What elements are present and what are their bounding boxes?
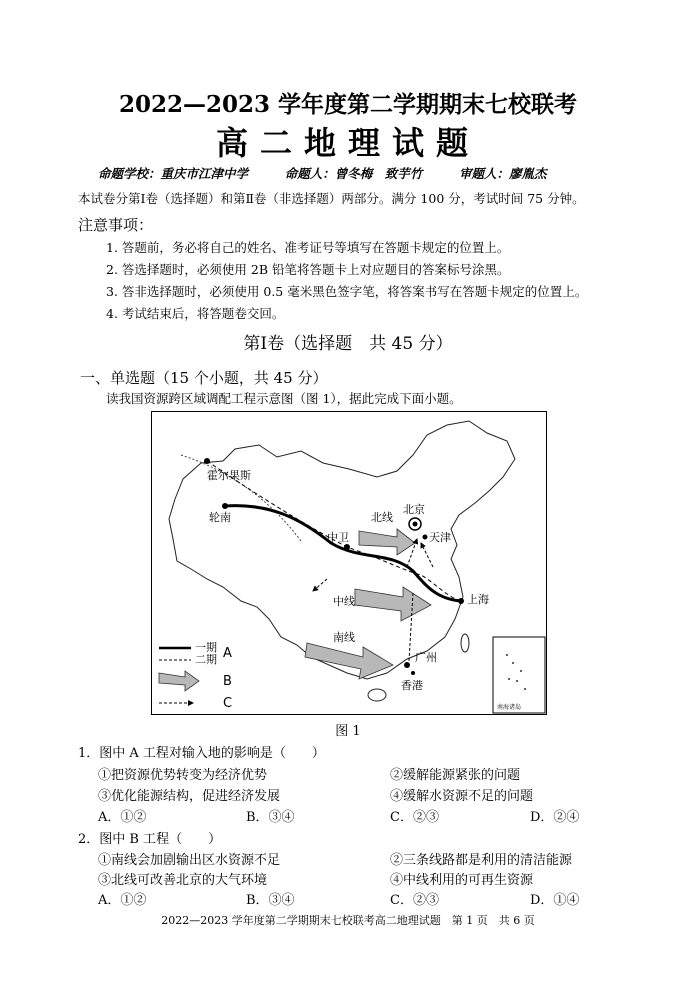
read-instruction: 读我国资源跨区域调配工程示意图（图 1），据此完成下面小题。 (106, 391, 462, 406)
notice-item: 2. 答选择题时，必须使用 2B 铅笔将答题卡上对应题目的答案标号涂黑。 (106, 262, 510, 277)
question-1-choice: ①把资源优势转变为经济优势 (98, 768, 268, 783)
exam-meta (98, 164, 546, 182)
question-2-choice: ②三条线路都是利用的清洁能源 (390, 853, 573, 868)
page-footer: 2022—2023 学年度第二学期期末七校联考高二地理试题 第 1 页 共 6 页 (161, 914, 535, 927)
meta-reviewer: 审题人：廖胤杰 (458, 166, 547, 181)
legend-c: C (223, 696, 233, 711)
exam-title: 2022—2023 学年度第二学期期末七校联考 (118, 91, 578, 118)
question-1-option-a: A．①② (98, 810, 147, 825)
question-2-option-c: C．②③ (390, 893, 439, 908)
notice-item: 4. 考试结束后，将答题卷交回。 (106, 306, 285, 321)
label-north-route: 北线 (371, 511, 393, 524)
question-1-choice: ②缓解能源紧张的问题 (390, 768, 521, 783)
legend-b: B (223, 674, 232, 689)
question-1-option-d: D．②④ (530, 810, 580, 825)
section-title: 第Ⅰ卷（选择题 共 45 分） (243, 334, 453, 354)
city-dot-xianggang (411, 671, 415, 675)
city-dot-huoerguosi (204, 458, 210, 464)
label-guangzhou: 广州 (415, 651, 437, 664)
city-dot-shanghai (458, 598, 464, 604)
taiwan-island (461, 634, 469, 652)
meta-authors: 命题人：曾冬梅 致芋竹 (284, 166, 423, 181)
question-2-option-b: B．③④ (246, 893, 295, 908)
part-title: 一、单选题（15 个小题，共 45 分） (80, 369, 328, 387)
label-zhongwei: 中卫 (327, 531, 349, 544)
label-xianggang: 香港 (401, 679, 423, 692)
label-tianjin: 天津 (429, 531, 451, 544)
question-2-choice: ③北线可改善北京的大气环境 (98, 873, 268, 888)
legend-phase1: 一期 (195, 641, 217, 654)
question-2-option-a: A．①② (98, 893, 147, 908)
city-dot-lunnan (222, 503, 228, 509)
meta-school: 命题学校：重庆市江津中学 (98, 166, 249, 181)
question-2-choice: ④中线利用的可再生资源 (390, 873, 534, 888)
question-2-option-d: D．①④ (530, 893, 580, 908)
city-dot-guangzhou (404, 662, 410, 668)
question-1-option-b: B．③④ (246, 810, 295, 825)
question-1-choice: ③优化能源结构，促进经济发展 (98, 789, 281, 804)
question-2-choice: ①南线会加剧输出区水资源不足 (98, 853, 281, 868)
city-dot-zhongwei (344, 544, 350, 550)
label-south-route: 南线 (333, 631, 355, 644)
figure-caption: 图 1 (335, 724, 361, 739)
legend-a: A (223, 646, 232, 661)
legend-phase2: 二期 (195, 653, 217, 666)
inset-label: 南海诸岛 (497, 704, 522, 711)
resource-transfer-map (151, 411, 547, 715)
question-1-option-c: C．②③ (390, 810, 439, 825)
label-shanghai: 上海 (467, 593, 489, 606)
city-dot-tianjin (423, 535, 428, 540)
question-2-stem: 2．图中 B 工程（ ） (78, 832, 222, 847)
label-middle-route: 中线 (333, 595, 355, 608)
notice-item: 3. 答非选择题时，必须使用 0.5 毫米黑色签字笔，将答案书写在答题卡规定的位置上。 (106, 284, 588, 299)
question-1-stem: 1．图中 A 工程对输入地的影响是（ ） (78, 746, 325, 761)
question-1-choice: ④缓解水资源不足的问题 (390, 789, 534, 804)
hainan-island (368, 689, 386, 701)
south-china-sea-inset (493, 637, 545, 713)
label-huoerguosi: 霍尔果斯 (207, 469, 251, 482)
label-beijing: 北京 (403, 503, 425, 516)
exam-subject-title: 高二地理试题 (215, 124, 480, 162)
notice-item: 1. 答题前，务必将自己的姓名、准考证号等填写在答题卡规定的位置上。 (106, 240, 510, 255)
exam-intro: 本试卷分第Ⅰ卷（选择题）和第Ⅱ卷（非选择题）两部分。满分 100 分，考试时间 75 分钟。 (78, 191, 585, 206)
label-lunnan: 轮南 (209, 511, 231, 524)
notice-title: 注意事项： (78, 216, 154, 234)
